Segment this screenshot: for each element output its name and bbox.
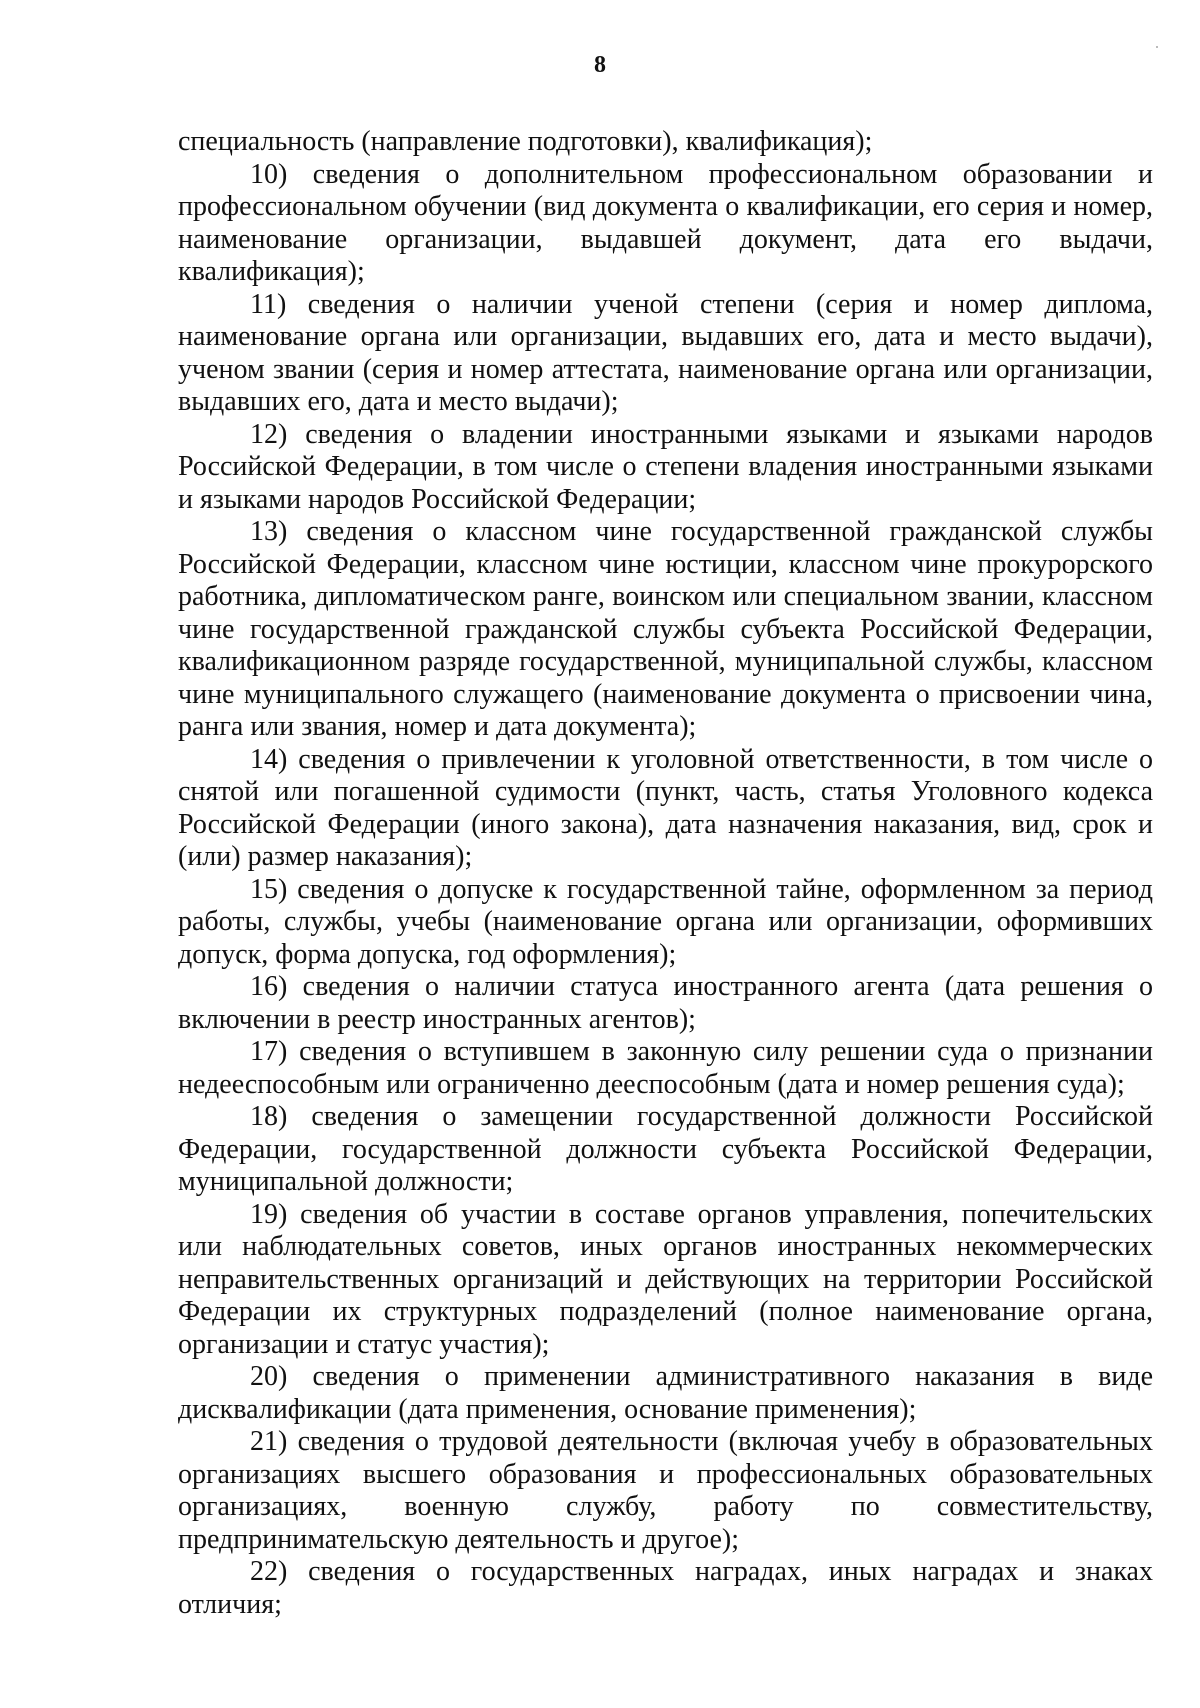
list-item-16: 16) сведения о наличии статуса иностранного агента (дата решения о включении в реестр иностранных агентов);: [178, 971, 1153, 1035]
continuation-paragraph: специальность (направление подготовки), квалификация);: [178, 126, 873, 157]
list-item-17: 17) сведения о вступившем в законную силу решении суда о признании недееспособным или ограниченно дееспособным (дата и номер решения суда);: [178, 1036, 1153, 1100]
scan-speck: [1156, 46, 1158, 48]
list-item-19: 19) сведения об участии в составе органов управления, попечительских или наблюдательных советов, иных органов иностранных некоммерческих неправительственных организаций и действующих на территории Российской Федерации их структурных подразделений (полное наименование органа, организации и статус участия);: [178, 1198, 1153, 1360]
list-item-20: 20) сведения о применении административного наказания в виде дисквалификации (дата применения, основание применения);: [178, 1361, 1153, 1425]
document-body: [178, 126, 1153, 1621]
list-item-14: 14) сведения о привлечении к уголовной ответственности, в том числе о снятой или погашенной судимости (пункт, часть, статья Уголовного кодекса Российской Федерации (иного закона), дата назначения наказания, вид, срок и (или) размер наказания);: [178, 743, 1153, 872]
list-item-10: 10) сведения о дополнительном профессиональном образовании и профессиональном обучении (вид документа о квалификации, его серия и номер, наименование организации, выдавшей документ, дата его выдачи, квалификация);: [178, 158, 1153, 287]
page-number: 8: [594, 52, 606, 78]
list-item-11: 11) сведения о наличии ученой степени (серия и номер диплома, наименование органа или организации, выдавших его, дата и место выдачи), ученом звании (серия и номер аттестата, наименование органа или организации, выдавших его, дата и место выдачи);: [178, 288, 1153, 417]
list-item-15: 15) сведения о допуске к государственной тайне, оформленном за период работы, службы, учебы (наименование органа или организации, оформивших допуск, форма допуска, год оформления);: [178, 873, 1153, 970]
list-item-22: 22) сведения о государственных наградах, иных наградах и знаках отличия;: [178, 1556, 1153, 1620]
list-item-21: 21) сведения о трудовой деятельности (включая учебу в образовательных организациях высшего образования и профессиональных образовательных организациях, военную службу, работу по совместительству, предпринимательскую деятельность и другое);: [178, 1426, 1153, 1555]
list-item-18: 18) сведения о замещении государственной должности Российской Федерации, государственной должности субъекта Российской Федерации, муниципальной должности;: [178, 1101, 1153, 1197]
list-item-13: 13) сведения о классном чине государственной гражданской службы Российской Федерации, классном чине юстиции, классном чине прокурорского работника, дипломатическом ранге, воинском или специальном звании, классном чине государственной гражданской службы субъекта Российской Федерации, квалификационном разряде государственной, муниципальной службы, классном чине муниципального служащего (наименование документа о присвоении чина, ранга или звания, номер и дата документа);: [178, 516, 1153, 742]
list-item-12: 12) сведения о владении иностранными языками и языками народов Российской Федерации, в том числе о степени владения иностранными языками и языками народов Российской Федерации;: [178, 418, 1153, 515]
